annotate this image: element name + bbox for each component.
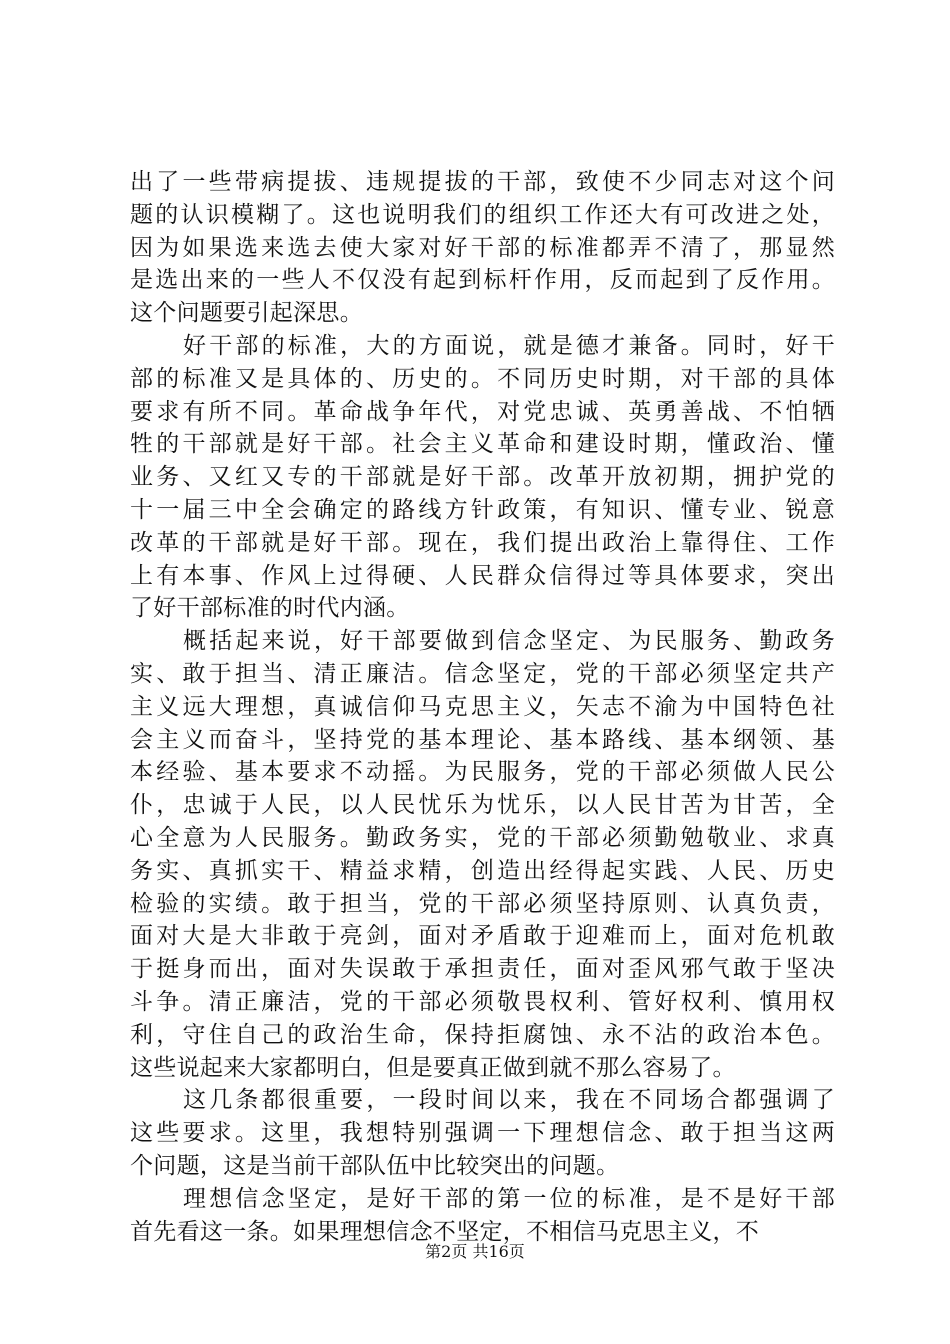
- paragraph: [130, 330, 835, 625]
- text-line: 这些说起来大家都明白，但是要真正做到就不那么容易了。: [130, 1054, 736, 1081]
- text-line: 会主义而奋斗，坚持党的基本理论、基本路线、基本纲领、基: [130, 726, 835, 753]
- text-line: 概括起来说，好干部要做到信念坚定、为民服务、勤政务: [183, 628, 835, 655]
- text-line: 因为如果选来选去使大家对好干部的标准都弄不清了，那显然: [130, 234, 835, 261]
- text-line: 题的认识模糊了。这也说明我们的组织工作还大有可改进之处，: [130, 201, 835, 228]
- paragraph: [130, 166, 835, 330]
- text-line: 利，守住自己的政治生命，保持拒腐蚀、永不沾的政治本色。: [130, 1021, 835, 1048]
- paragraph: [130, 1084, 835, 1182]
- text-line: 理想信念坚定，是好干部的第一位的标准，是不是好干部: [183, 1185, 835, 1212]
- text-line: 了好干部标准的时代内涵。: [130, 595, 410, 622]
- text-line: 务实、真抓实干、精益求精，创造出经得起实践、人民、历史: [130, 857, 835, 884]
- page-footer: 第2页 共16页: [425, 1242, 525, 1261]
- text-line: 部的标准又是具体的、历史的。不同历史时期，对干部的具体: [130, 365, 835, 392]
- text-line: 上有本事、作风上过得硬、人民群众信得过等具体要求，突出: [130, 562, 835, 589]
- text-line: 出了一些带病提拔、违规提拔的干部，致使不少同志对这个问: [130, 169, 835, 195]
- body-text: [130, 166, 835, 1248]
- text-line: 首先看这一条。如果理想信念不坚定，不相信马克思主义，不: [130, 1218, 760, 1245]
- text-line: 仆，忠诚于人民，以人民忧乐为忧乐，以人民甘苦为甘苦，全: [130, 792, 835, 819]
- text-line: 这些要求。这里，我想特别强调一下理想信念、敢于担当这两: [130, 1120, 835, 1147]
- text-line: 个问题，这是当前干部队伍中比较突出的问题。: [130, 1152, 620, 1179]
- paragraph: [130, 1183, 835, 1249]
- text-line: 要求有所不同。革命战争年代，对党忠诚、英勇善战、不怕牺: [130, 398, 835, 425]
- text-line: 业务、又红又专的干部就是好干部。改革开放初期，拥护党的: [130, 464, 835, 491]
- text-line: 这几条都很重要，一段时间以来，我在不同场合都强调了: [183, 1087, 835, 1114]
- text-line: 好干部的标准，大的方面说，就是德才兼备。同时，好干: [183, 332, 835, 359]
- text-line: 这个问题要引起深思。: [130, 300, 363, 327]
- text-line: 牲的干部就是好干部。社会主义革命和建设时期，懂政治、懂: [130, 431, 835, 458]
- text-line: 于挺身而出，面对失误敢于承担责任，面对歪风邪气敢于坚决: [130, 956, 835, 983]
- text-line: 本经验、基本要求不动摇。为民服务，党的干部必须做人民公: [130, 759, 835, 786]
- text-line: 十一届三中全会确定的路线方针政策，有知识、懂专业、锐意: [130, 496, 835, 523]
- text-line: 面对大是大非敢于亮剑，面对矛盾敢于迎难而上，面对危机敢: [130, 923, 835, 950]
- text-line: 是选出来的一些人不仅没有起到标杆作用，反而起到了反作用。: [130, 267, 835, 294]
- text-line: 实、敢于担当、清正廉洁。信念坚定，党的干部必须坚定共产: [130, 660, 835, 687]
- text-line: 改革的干部就是好干部。现在，我们提出政治上靠得住、工作: [130, 529, 835, 556]
- text-line: 主义远大理想，真诚信仰马克思主义，矢志不渝为中国特色社: [130, 693, 835, 720]
- paragraph: [130, 625, 835, 1084]
- text-line: 检验的实绩。敢于担当，党的干部必须坚持原则、认真负责，: [130, 890, 835, 917]
- text-line: 心全意为人民服务。勤政务实，党的干部必须勤勉敬业、求真: [130, 824, 835, 851]
- text-line: 斗争。清正廉洁，党的干部必须敬畏权利、管好权利、慎用权: [130, 988, 835, 1015]
